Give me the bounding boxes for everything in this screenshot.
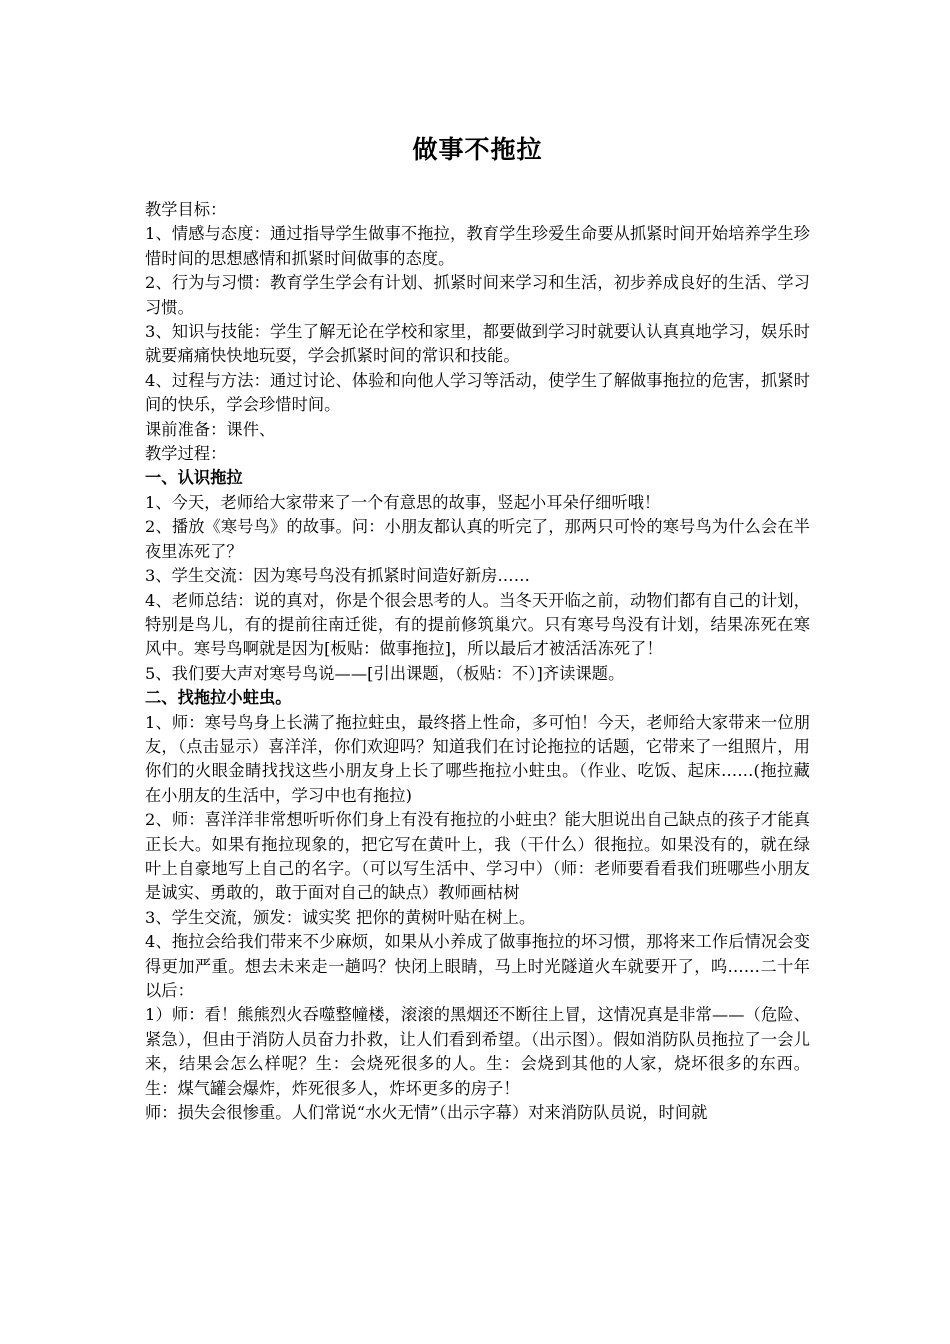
- paragraph-objective-3: 3、知识与技能：学生了解无论在学校和家里，都要做到学习时就要认认真真地学习，娱乐时就要痛痛快快地玩耍，学会抓紧时间的常识和技能。: [145, 322, 810, 366]
- paragraph-s1-4: 4、老师总结：说的真对，你是个很会思考的人。当冬天开临之前，动物们都有自己的计划，特别是鸟儿，有的提前往南迁徙，有的提前修筑巢穴。只有寒号鸟没有计划，结果冻死在寒风中。寒号鸟啊就是因为[板贴：做事拖拉]，所以最后才被活活冻死了！: [145, 590, 810, 659]
- paragraph-s2-1: 1、师：寒号鸟身上长满了拖拉蛀虫，最终搭上性命，多可怕！今天，老师给大家带来一位朋友，（点击显示）喜洋洋，你们欢迎吗？知道我们在讨论拖拉的话题，它带来了一组照片，用你们的火眼金睛找找这些小朋友身上长了哪些拖拉小蛀虫。（作业、吃饭、起床……(拖拉藏在小朋友的生活中，学习中也有拖拉): [145, 712, 810, 805]
- document-page: [145, 130, 810, 1125]
- paragraph-s2-3: 3、学生交流，颁发：诚实奖 把你的黄树叶贴在树上。: [145, 907, 536, 927]
- paragraph-objective-2: 2、行为与习惯：教育学生学会有计划、抓紧时间来学习和生活，初步养成良好的生活、学习习惯。: [145, 273, 810, 317]
- document-title: 做事不拖拉: [412, 135, 543, 164]
- paragraph-preparation: 课前准备：课件、: [145, 419, 276, 439]
- paragraph-objectives-heading: 教学目标：: [145, 200, 227, 219]
- section-heading-1: 一、认识拖拉: [145, 468, 243, 488]
- paragraph-objective-1: 1、情感与态度：通过指导学生做事不拖拉，教育学生珍爱生命要从抓紧时间开始培养学生珍惜时间的思想感情和抓紧时间做事的态度。: [145, 224, 810, 268]
- paragraph-s1-1: 1、今天，老师给大家带来了一个有意思的故事，竖起小耳朵仔细听哦！: [145, 492, 661, 512]
- paragraph-s1-5: 5、我们要大声对寒号鸟说——[引出课题，（板贴：不）]齐读课题。: [145, 663, 625, 683]
- paragraph-s2-4: 4、拖拉会给我们带来不少麻烦，如果从小养成了做事拖拉的坏习惯，那将来工作后情况会变得更加严重。想去未来走一趟吗？快闭上眼睛，马上时光隧道火车就要开了，呜……二十年以后：: [145, 932, 810, 1000]
- paragraph-s2-4-teacher: 师：损失会很惨重。人们常说“水火无情”（出示字幕）对来消防队员说，时间就: [145, 1103, 708, 1123]
- paragraph-process-heading: 教学过程：: [145, 444, 227, 464]
- paragraph-objective-4: 4、过程与方法：通过讨论、体验和向他人学习等活动，使学生了解做事拖拉的危害，抓紧时间的快乐，学会珍惜时间。: [145, 370, 810, 415]
- paragraph-s1-3: 3、学生交流：因为寒号鸟没有抓紧时间造好新房……: [145, 566, 531, 586]
- paragraph-s1-2: 2、播放《寒号鸟》的故事。问：小朋友都认真的听完了，那两只可怜的寒号鸟为什么会在半夜里冻死了？: [145, 517, 810, 561]
- paragraph-s2-2: 2、师：喜洋洋非常想听听你们身上有没有拖拉的小蛀虫？能大胆说出自己缺点的孩子才能真正长大。如果有拖拉现象的，把它写在黄叶上，我（干什么）很拖拉。如果没有的，就在绿叶上自豪地写上自己的名字。（可以写生活中、学习中）（师：老师要看看我们班哪些小朋友是诚实、勇敢的，敢于面对自己的缺点）教师画枯树: [145, 810, 810, 903]
- section-heading-2: 二、找拖拉小蛀虫。: [145, 688, 292, 708]
- paragraph-s2-4-1: 1）师：看！熊熊烈火吞噬整幢楼，滚滚的黑烟还不断往上冒，这情况真是非常——（危险、紧急），但由于消防人员奋力扑救，让人们看到希望。（出示图）。假如消防队员拖拉了一会儿来，结果会怎么样呢？生：会烧死很多的人。生：会烧到其他的人家，烧坏很多的东西。生：煤气罐会爆炸，炸死很多人，炸坏更多的房子！: [145, 1005, 810, 1098]
